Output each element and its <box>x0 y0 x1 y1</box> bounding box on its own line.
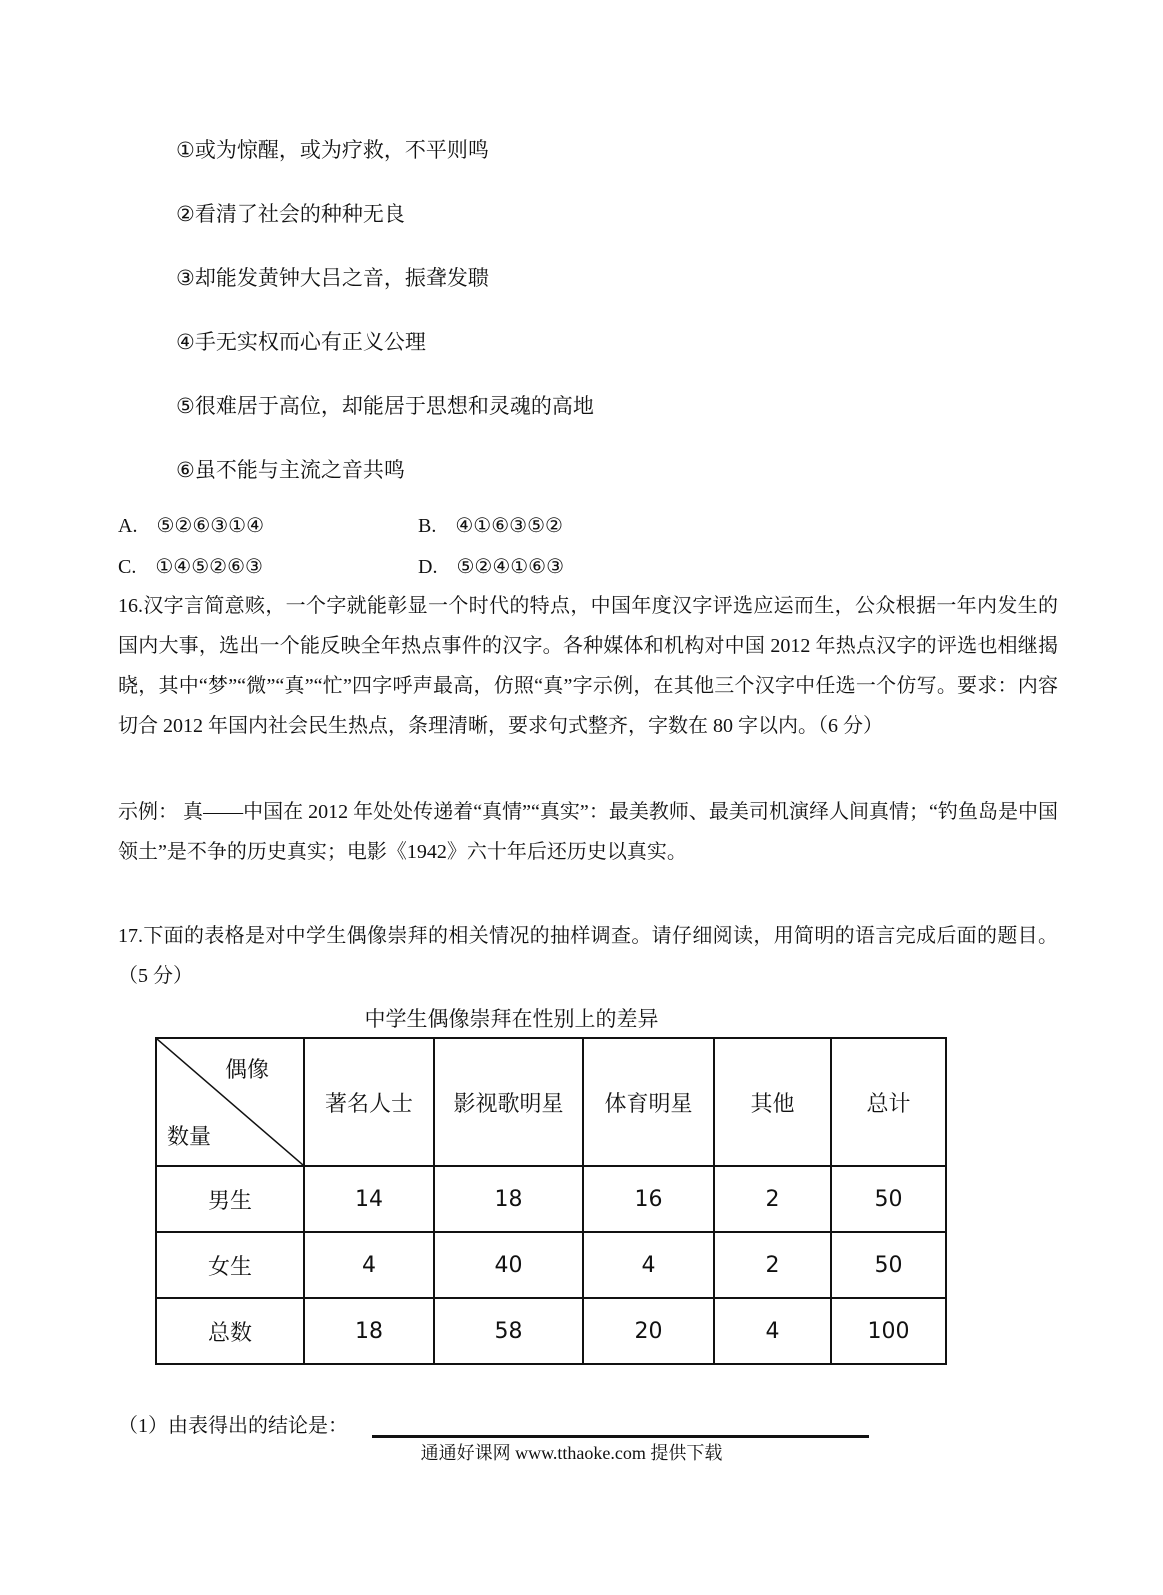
option-letter: C. <box>118 556 137 578</box>
option-letter: B. <box>418 515 437 537</box>
table-header-row <box>156 1038 946 1166</box>
row-label: 男生 <box>156 1166 304 1232</box>
table-row <box>156 1298 946 1364</box>
table-cell: 16 <box>583 1166 714 1232</box>
sentence-2: ②看清了社会的种种无良 <box>176 202 405 226</box>
table-cell: 18 <box>304 1298 434 1364</box>
question-16-example: 示例： 真——中国在 2012 年处处传递着“真情”“真实”：最美教师、最美司机演绎人间真情；“钓鱼岛是中国领土”是不争的历史真实；电影《1942》六十年后还历史以真实。 <box>118 801 1058 863</box>
header-cell: 其他 <box>714 1038 831 1166</box>
option-b <box>418 512 563 540</box>
table-cell: 50 <box>831 1166 946 1232</box>
option-letter: D. <box>418 556 438 578</box>
table-cell: 14 <box>304 1166 434 1232</box>
row-label: 女生 <box>156 1232 304 1298</box>
question-16: 16.汉字言简意赅，一个字就能彰显一个时代的特点，中国年度汉字评选应运而生，公众根据一年内发生的国内大事，选出一个能反映全年热点事件的汉字。各种媒体和机构对中国 2012 年热点汉字的评选也相继揭晓，其中“梦”“微”“真”“忙”四字呼声最高，仿照“真”字示例，在其他三个汉字中任选一个仿写。要求：内容切合 2012 年国内社会民生热点，条理清晰，要求句式整齐，字数在 80 字以内。（6 分） <box>118 595 1058 737</box>
option-c <box>118 553 263 581</box>
table-cell: 2 <box>714 1166 831 1232</box>
table-cell: 4 <box>304 1232 434 1298</box>
sentence-6: ⑥虽不能与主流之音共鸣 <box>176 458 405 482</box>
table-row <box>156 1166 946 1232</box>
header-cell: 著名人士 <box>304 1038 434 1166</box>
table-cell: 20 <box>583 1298 714 1364</box>
corner-label-count: 数量 <box>167 1125 212 1150</box>
page-footer: 通通好课网 www.tthaoke.com 提供下载 <box>420 1443 723 1463</box>
option-text: ①④⑤②⑥③ <box>155 556 263 578</box>
table-cell: 40 <box>434 1232 583 1298</box>
option-text: ⑤②④①⑥③ <box>456 556 565 578</box>
answer-blank-line <box>372 1435 869 1438</box>
option-text: ④①⑥③⑤② <box>455 515 563 537</box>
table-row <box>156 1232 946 1298</box>
table-cell: 18 <box>434 1166 583 1232</box>
sentence-1: ①或为惊醒，或为疗救，不平则鸣 <box>176 138 489 162</box>
table-cell: 100 <box>831 1298 946 1364</box>
table-cell: 58 <box>434 1298 583 1364</box>
header-cell: 体育明星 <box>583 1038 714 1166</box>
table-cell: 4 <box>583 1232 714 1298</box>
question-17-part-1: （1）由表得出的结论是： <box>118 1415 348 1437</box>
row-label: 总数 <box>156 1298 304 1364</box>
corner-label-idol: 偶像 <box>224 1058 269 1083</box>
option-d <box>418 553 564 581</box>
header-cell: 影视歌明星 <box>434 1038 583 1166</box>
sentence-4: ④手无实权而心有正义公理 <box>176 330 426 354</box>
option-text: ⑤②⑥③①④ <box>156 515 265 537</box>
table-cell: 2 <box>714 1232 831 1298</box>
sentence-5: ⑤很难居于高位，却能居于思想和灵魂的高地 <box>176 394 594 418</box>
option-letter: A. <box>118 515 138 537</box>
table-cell: 50 <box>831 1232 946 1298</box>
table-title: 中学生偶像崇拜在性别上的差异 <box>364 1007 659 1031</box>
question-17: 17.下面的表格是对中学生偶像崇拜的相关情况的抽样调查。请仔细阅读，用简明的语言完成后面的题目。（5 分） <box>118 925 1058 987</box>
table-corner-cell <box>156 1038 304 1166</box>
header-cell: 总计 <box>831 1038 946 1166</box>
option-a <box>118 512 264 540</box>
table-cell: 4 <box>714 1298 831 1364</box>
sentence-3: ③却能发黄钟大吕之音，振聋发聩 <box>176 266 489 290</box>
survey-table <box>155 1037 947 1365</box>
